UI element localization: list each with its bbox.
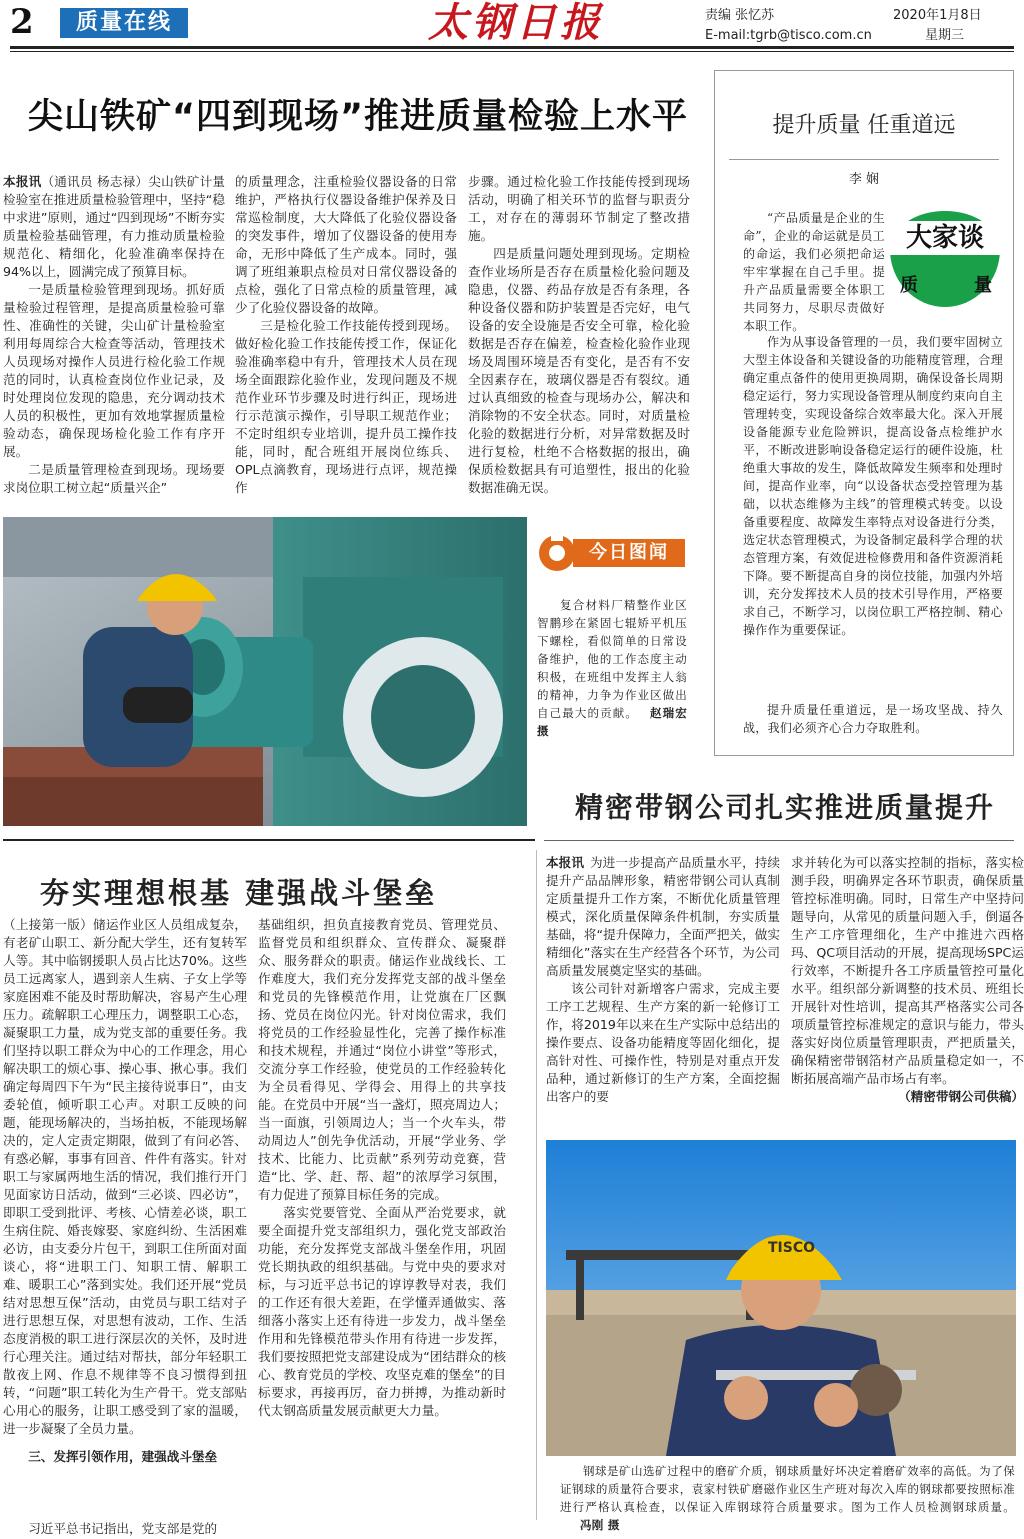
weekday-label: 星期三	[925, 28, 965, 43]
photo-today-caption	[537, 596, 687, 746]
opinion-author: 李 娴	[848, 172, 880, 187]
email-label: E-mail:tgrb@tisco.com.cn	[705, 28, 872, 43]
opinion-divider	[729, 159, 999, 160]
bottom-photo-caption	[560, 1462, 1015, 1538]
article1-col2	[235, 173, 457, 509]
badge-sub-text-2: 量	[974, 275, 992, 296]
steel-ball-inspection-photo	[546, 1140, 1016, 1456]
badge-main-text: 大家谈	[890, 221, 1000, 255]
article3-col1-tail	[3, 1520, 247, 1539]
badge-sub-text-1: 质	[900, 275, 918, 296]
article3-para: 落实党要管党、全面从严治党要求，就要全面提升党支部组织力，强化党支部政治功能，充分发挥党支部战斗堡垒作用，巩固党长期执政的组织基础。与党中央的要求对标，与习近平总书记的谆谆教导对表，我们的工作还有很大差距，在学懂弄通做实、落细落小落实上还有待进一步发力，战斗堡垒作用和先锋模范带头作用有待进一步发挥，我们要按照把党支部建设成为“团结群众的核心、教育党员的学校、攻坚克难的堡垒”的目标要求，再接再厉，奋力拼搏，为推动新时代太钢高质量发展贡献更大力量。	[258, 1205, 506, 1418]
article1-para: 步骤。通过检化验工作技能传授到现场活动，明确了相关环节的监督与职责分工，对存在的薄弱环节制定了整改措施。	[468, 174, 690, 243]
editor-label: 责编 张忆苏	[705, 8, 775, 23]
steel-ball-illustration	[546, 1140, 1016, 1456]
article2-para: 该公司针对新增客户需求，完成主要工序工艺规程、生产方案的新一轮修订工作，将2019年以来在生产实际中总结出的操作要点、设备功能精度等固化细化，提高针对性、可操作性，特别是对重点开发品种，通过新修订的生产方案，全面挖掘出客户的要	[546, 981, 780, 1104]
opinion-body	[743, 333, 1003, 699]
worker-motor-illustration	[3, 517, 527, 826]
article1-col1	[3, 173, 225, 509]
article1-para: 一是质量检验管理到现场。抓好质量检验过程管理，是提高质量检验可靠性、准确性的关键，尖山矿计量检验室利用每周综合大检查等活动，管理技术人员现场对操作人员进行检化验工作规范的同时，认真检查岗位作业记录，及时处理岗位发现的隐患，充分调动技术人员的积极性，更加有效地掌握质量检验动态，确保现场检化验工作有序开展。	[3, 282, 225, 459]
article3-para: 习近平总书记指出，党支部是党的	[28, 1521, 218, 1536]
helmet-logo: TISCO	[768, 1240, 816, 1256]
photo-today-photographer: 赵瑞宏 摄	[537, 706, 687, 738]
article3-para: 基础组织，担负直接教育党员、管理党员、监督党员和组织群众、宣传群众、凝聚群众、服务群众的职责。储运作业战线长、工作难度大，我们充分发挥党支部的战斗堡垒和党员的先锋模范作用，让党旗在厂区飘扬、党员在岗位闪光。针对岗位需求，我们将党员的工作经验显性化，完善了操作标准和技术规程，并通过“岗位小讲堂”等形式，交流分享工作经验，使党员的工作经验转化为全员看得见、学得会、用得上的共享技能。在党员中开展“当一盏灯，照亮周边人；当一面旗，引领周边人；当一个火车头，带动周边人”创先争优活动，开展“学业务、学技术、比能力、比贡献”系列劳动竞赛，营造“比、学、赶、帮、超”的浓厚学习氛围，有力促进了预算目标任务的完成。	[258, 917, 506, 1202]
paper-name: 太钢日报	[428, 0, 604, 46]
opinion-closing-text: 提升质量任重道远，是一场攻坚战、持久战，我们必须齐心合力夺取胜利。	[743, 703, 1003, 735]
photo-today-label: 今日图闻	[573, 539, 685, 567]
opinion-headline: 提升质量 任重道远	[772, 113, 956, 138]
badge-float	[889, 209, 1003, 305]
article2-para: 求并转化为可以落实控制的指标，落实检测手段，明确界定各环节职责，确保质量管控标准明确。同时，日常生产中坚持问题导向，从常见的质量问题入手，倒逼各生产工序管理细化，生产中推进六西格玛、QC项目活动的开展，提高现场SPC运行效率，不断提升各工序质量管控可量化水平。组织部分新调整的技术员、班组长开展针对性培训，提高其严格落实公司各项质量管控标准规定的意识与能力，带头落实好岗位质量管理职责，严把质量关，确保精密带钢箔材产品质量稳定如一，不断拓展高端产品市场占有率。	[791, 855, 1024, 1086]
bottom-photo-photographer: 冯刚 摄	[580, 1518, 620, 1532]
section-label: 质量在线	[60, 8, 188, 38]
photo-today-caption-text: 复合材料厂精整作业区智鹏珍在紧固七辊矫平机压下螺栓，看似简单的日常设备维护，他的工作态度主动积极，在班组中发挥主人翁的精神，力争为作业区做出自己最大的贡献。	[537, 598, 687, 720]
article2-byline: 本报讯	[546, 855, 585, 870]
article3-top-rule	[3, 839, 535, 841]
opinion-intro-text: “产品质量是企业的生命”，企业的命运就是员工的命运，我们必须把命运牢牢掌握在自己手里。提升产品质量需要全体职工共同努力，尽职尽责做好本职工作。	[743, 211, 885, 333]
article3-para: （上接第一版）储运作业区人员组成复杂，有老矿山职工、新分配大学生，还有复转军人等。其中临钢援职人员占比达70%。这些员工远离家人，遇到亲人生病、子女上学等家庭困难不能及时帮助解决，容易产生心理压力。疏解职工心理压力，调整职工心态，凝聚职工力量，成为党支部的重要任务。我们坚持以职工群众为中心的工作理念，用心解决职工的烦心事、操心事、揪心事。我们确定每周四下午为“民主接待说事日”，由支委轮值，倾听职工心声。对职工反映的问题，能现场解决的，当场拍板，不能现场解决的，定人定责定期限，做到了有问必答、有惑必解，事事有回音、件件有落实。针对职工与家属两地生活的情况，我们推行开门见面家访日活动，做到“三必谈、四必访”，即职工受到批评、考核、心情差必谈，职工生病住院、婚丧嫁娶、家庭纠纷、生活困难必访，由支委分片包干，到职工住所面对面谈心，将“进职工门、知职工情、解职工难、暖职工心”落到实处。我们还开展“党员结对思想互保”活动，由党员与职工结对子进行思想互保，对思想有波动，工作、生活态度消极的职工进行深层次的关怀，及时进行心理关注。通过结对帮扶，部分年轻职工散夜上网、作息不规律等不良习惯得到扭转，“问题”职工转化为生产骨干。党支部贴心用心的服务，让职工感受到了家的温暖，进一步凝聚了全员力量。	[3, 917, 247, 1436]
photo-today-label-wrap	[537, 533, 687, 573]
page-number: 2	[10, 2, 34, 42]
opinion-closing	[743, 701, 1003, 741]
masthead-rule-thin	[10, 51, 1014, 52]
opinion-body-text: 作为从事设备管理的一员，我们要牢固树立大型主体设备和关键设备的功能精度管理，合理确定重点备件的使用更换周期，确保设备长周期稳定运行，努力实现设备管理从制度约束向自主管理转变，实现设备综合效率最大化。深入开展设备能源专业危险辨识，提高设备点检维护水平，不断改进影响设备稳定运行的硬件设施，杜绝重大事故的发生，降低故障发生频率和处理时间，提高作业率，向“以设备状态受控管理为基础，以状态维修为主线”的管理模式转变。以设备重要程度、故障发生率特点对设备进行分类，选定状态管理模式，为设备制定最科学合理的状态管理方案，有效促进检修费用和备件资源消耗下降。要不断提高自身的岗位技能，加强内外培训，充分发挥技术人员的技术引导作用，严格要求自己，不断学习，以岗位职工严格控制、精心操作作为重要保证。	[743, 335, 1003, 637]
date-label: 2020年1月8日	[893, 8, 982, 23]
article3-headline: 夯实理想根基 建强战斗堡垒	[40, 876, 438, 910]
article1-para: 四是质量问题处理到现场。定期检查作业场所是否存在质量检化验问题及隐患，仪器、药品存放是否有条理，各种设备仪器和防护装置是否完好，电气设备的安全设施是否安全可靠，检化验数据是否存在偏差，检查检化验作业现场及周围环境是否有变化，是否有不安全因素存在，玻璃仪器是否有裂纹。通过认真细致的检查与现场办公，解决和消除物的不安全状态。同时，对质量检化验的数据进行分析，对异常数据及时进行复检，杜绝不合格数据的报出，确保质检数据具有可追塑性，报出的化验数据准确无误。	[468, 246, 690, 495]
article1-para: 本报讯（通讯员 杨志禄）尖山铁矿计量检验室在推进质量检验管理中，坚持“稳中求进”原则，通过“四到现场”不断夯实质量检验基础管理，有力推动质量检验规范化、精细化，化验准确率保持在94%以上，圆满完成了预算目标。	[3, 174, 225, 279]
opinion-box	[714, 70, 1014, 756]
article2-credit: （精密带钢公司供稿）	[898, 1089, 1024, 1104]
article3-subhead: 三、发挥引领作用，建强战斗堡垒	[28, 1449, 218, 1464]
article2-col2	[791, 854, 1024, 1130]
bottom-photo-caption-text: 钢球是矿山选矿过程中的磨矿介质，钢球质量好坏决定着磨矿效率的高低。为了保证钢球的质量符合要求，袁家村铁矿磨磁作业区生产班对每次入库的钢球都要按照标准进行严格认真检查，以保证入库钢球符合质量要求。图为工作人员检测钢球质量。	[560, 1464, 1015, 1514]
column-divider	[536, 850, 537, 1520]
article2-rule	[544, 840, 1014, 841]
article1-para: 的质量理念，注重检验仪器设备的日常维护，严格执行仪器设备维护保养及日常巡检制度，大大降低了化验仪器设备的突发事件，增加了仪器设备的使用寿命，无形中降低了生产成本。同时，强调了班组兼职点检员对日常仪器设备的点检，强化了日常点检的质量管理，减少了化验仪器设备的故障。	[235, 174, 457, 315]
article1-para: 二是质量管理检查到现场。现场要求岗位职工树立起“质量兴企”	[3, 462, 225, 495]
article2-headline: 精密带钢公司扎实推进质量提升	[575, 791, 996, 824]
article1-byline: 本报讯	[3, 174, 42, 189]
article1-col3	[468, 173, 690, 509]
masthead-rule	[10, 46, 1014, 49]
article2-col1	[546, 854, 780, 1130]
article3-col1	[3, 916, 247, 1496]
worker-motor-photo	[3, 517, 527, 826]
article1-headline: 尖山铁矿“四到现场”推进质量检验上水平	[28, 97, 689, 137]
article2-para: 本报讯 为进一步提高产品质量水平，持续提升产品品牌形象，精密带钢公司认真制定质量提升工作方案，不断优化质量管理模式，深化质量保障条件机制，夯实质量基础，将“提升保障力，全面严把关，做实精细化”落实在生产经营各个环节，为公司高质量发展奠定坚实的基础。	[546, 855, 780, 978]
article3-col2	[258, 916, 506, 1539]
article1-para: 三是检化验工作技能传授到现场。做好检化验工作技能传授工作，保证化验准确率稳中有升，管理技术人员在现场全面跟踪化验作业，发现问题及不规范作业环节步骤及时进行纠正，现场进行示范演示操作，引导职工规范作业；不定时组织专业培训，提升员工操作技能，同时，配合班组开展岗位练兵、OPL点滴教育，现场进行点评，规范操作	[235, 318, 457, 495]
